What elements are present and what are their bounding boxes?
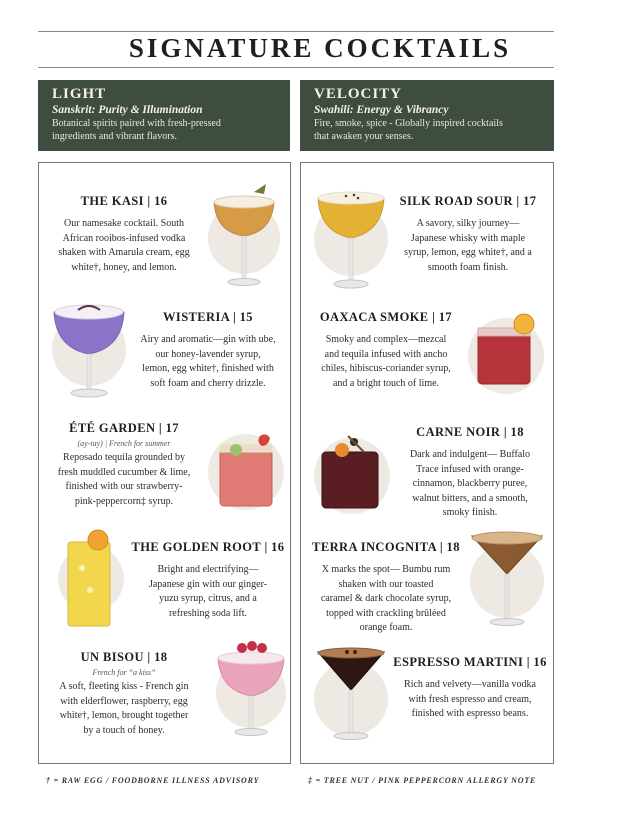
description-line: Rich and velvety—vanilla vodka	[404, 679, 536, 690]
description-line: and a bright touch of lime.	[332, 377, 440, 389]
description-line: white†, honey, and lemon.	[71, 261, 177, 273]
description-line: and tequila infused with ancho	[324, 348, 448, 360]
cocktail-description	[306, 563, 466, 636]
cocktail-name: OAXACA SMOKE | 17	[319, 310, 453, 324]
rocks-glass-icon	[314, 430, 390, 516]
cocktail-name: UN BISOU | 18	[80, 650, 168, 664]
description-line: shaken with Amarula cream, egg	[58, 247, 190, 258]
cocktail-item	[388, 194, 548, 275]
description-line: white†, lemon, brought together	[59, 710, 189, 721]
section-subtitle: Swahili: Energy & Vibrancy	[314, 104, 449, 116]
description-line: Dark and indulgent— Buffalo	[409, 449, 531, 460]
section-description-line: ingredients and vibrant flavors.	[52, 131, 177, 142]
cocktail-name: SILK ROAD SOUR | 17	[399, 194, 537, 208]
footer-note-tree-nut: ‡ = TREE NUT / PINK PEPPERCORN ALLERGY NOTE	[308, 776, 537, 785]
title-rule	[38, 67, 554, 68]
description-line: cinnamon, blackberry puree,	[412, 478, 528, 489]
coupe-glass-icon	[212, 636, 290, 740]
cocktail-name: ESPRESSO MARTINI | 16	[393, 655, 547, 669]
cocktail-name: ÉTÉ GARDEN | 17	[69, 421, 179, 435]
cocktail-item	[390, 655, 550, 722]
section-description	[314, 117, 540, 143]
description-line: Bright and electrifying—	[157, 564, 259, 575]
cocktail-note: (ay-tay) | French for summer	[77, 439, 171, 448]
description-line: Japanese gin with our ginger-	[148, 578, 268, 590]
description-line: Japanese whisky with maple	[410, 232, 526, 244]
section-subtitle: Sanskrit: Purity & Illumination	[52, 104, 203, 116]
coupe-glass-icon	[48, 292, 130, 402]
cocktail-description	[128, 333, 288, 391]
description-line: syrup, lemon, egg white†, and a	[404, 247, 532, 258]
description-line: Trace infused with orange-	[416, 463, 524, 475]
highball-glass-icon	[54, 528, 126, 632]
description-line: A soft, fleeting kiss - French gin	[59, 681, 189, 692]
description-line: X marks the spot— Bumbu rum	[321, 564, 451, 575]
description-line: Airy and aromatic—gin with ube,	[140, 334, 276, 345]
section-description	[52, 117, 276, 143]
coupe-glass-icon	[204, 180, 284, 292]
cocktail-name: CARNE NOIR | 18	[416, 425, 524, 439]
coupe-glass-icon	[310, 184, 392, 294]
martini-glass-icon	[466, 526, 548, 630]
cocktail-name: WISTERIA | 15	[163, 310, 253, 324]
cocktail-name: THE GOLDEN ROOT | 16	[131, 540, 285, 554]
cocktail-name: TERRA INCOGNITA | 18	[312, 540, 460, 554]
cocktail-description	[44, 451, 204, 509]
description-line: finished with our strawberry-	[65, 481, 183, 492]
description-line: soft foam and cherry drizzle.	[150, 377, 266, 389]
description-line: refreshing soda lift.	[168, 607, 248, 619]
cocktail-description	[390, 448, 550, 521]
description-line: lemon, egg white†, finished with	[142, 363, 274, 374]
description-line: chiles, hibiscus-coriander syrup,	[321, 363, 451, 374]
description-line: with fresh espresso and cream,	[408, 693, 532, 705]
section-header-velocity	[300, 80, 554, 151]
description-line: our honey-lavender syrup,	[155, 348, 261, 360]
section-description-line: that awaken your senses.	[314, 131, 414, 142]
description-line: pink-peppercorn‡ syrup.	[74, 495, 174, 507]
cocktail-item	[44, 650, 204, 738]
cocktail-item	[126, 540, 290, 621]
section-header-light	[38, 80, 290, 151]
description-line: African rooibos-infused vodka	[62, 232, 186, 244]
cocktail-description	[44, 217, 204, 275]
cocktail-item	[306, 540, 466, 636]
section-name: LIGHT	[52, 86, 107, 102]
section-name: VELOCITY	[314, 86, 403, 102]
page-title: SIGNATURE COCKTAILS	[128, 33, 512, 63]
description-line: Smoky and complex—mezcal	[325, 334, 447, 345]
cocktail-item	[128, 310, 288, 391]
section-description-line: Fire, smoke, spice - Globally inspired cocktails	[314, 118, 503, 129]
description-line: walnut bitters, and a smooth,	[412, 492, 528, 504]
description-line: fresh muddled cucumber & lime,	[57, 466, 191, 478]
cocktail-note: French for “a kiss”	[92, 668, 156, 677]
description-line: smoky finish.	[442, 507, 498, 518]
cocktail-description	[306, 333, 466, 391]
cocktail-description	[44, 680, 204, 738]
cocktail-description	[126, 563, 290, 621]
description-line: finished with espresso beans.	[411, 708, 529, 719]
description-line: shaken with our toasted	[338, 578, 434, 590]
cocktail-name: THE KASI | 16	[80, 194, 168, 208]
rocks-glass-icon	[466, 312, 546, 394]
martini-glass-icon	[310, 640, 392, 744]
description-line: yuzu syrup, citrus, and a	[159, 593, 257, 604]
cocktail-description	[390, 678, 550, 722]
description-line: A savory, silky journey—	[416, 218, 520, 229]
rocks-glass-icon	[206, 430, 286, 512]
description-line: with elderflower, raspberry, egg	[60, 695, 188, 707]
top-rule	[38, 31, 554, 32]
section-description-line: Botanical spirits paired with fresh-pressed	[52, 118, 221, 129]
footer-note-raw-egg: † = RAW EGG / FOODBORNE ILLNESS ADVISORY	[46, 776, 260, 785]
cocktail-item	[44, 194, 204, 275]
description-line: Our namesake cocktail. South	[64, 218, 184, 229]
description-line: smooth foam finish.	[427, 261, 509, 273]
cocktail-item	[44, 421, 204, 509]
description-line: by a touch of honey.	[83, 724, 165, 736]
description-line: Reposado tequila grounded by	[63, 452, 185, 463]
cocktail-item	[390, 425, 550, 521]
description-line: topped with crackling brûléed	[326, 607, 446, 619]
cocktail-description	[388, 217, 548, 275]
description-line: caramel & dark chocolate syrup,	[320, 593, 452, 604]
cocktail-item	[306, 310, 466, 391]
description-line: orange foam.	[359, 622, 413, 633]
